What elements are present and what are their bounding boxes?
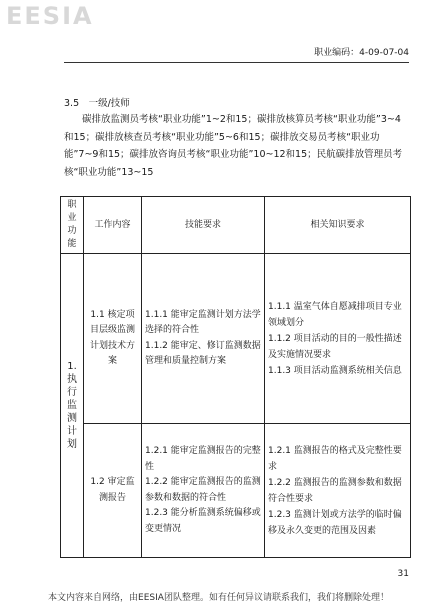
header-skill-requirements: 技能要求 <box>142 197 265 254</box>
knowledge-item: 1.2.1 监测报告的格式及完整性要求 <box>268 445 402 472</box>
knowledge-item: 1.2.3 监测计划或方法学的临时偏移及永久变更的范围及因素 <box>268 509 402 536</box>
skill-item: 1.2.1 能审定监测报告的完整性 <box>145 446 261 472</box>
header-divider <box>64 62 409 63</box>
section-heading: 3.5 一级/技师 <box>64 98 130 109</box>
skill-requirements-table <box>60 196 411 558</box>
skill-item: 1.1.1 能审定监测计划方法学选择的符合性 <box>145 309 261 335</box>
skills-cell <box>142 254 265 424</box>
skill-item: 1.2.2 能审定监测报告的监测参数和数据的符合性 <box>145 477 261 503</box>
knowledge-cell <box>265 424 411 558</box>
work-content-cell: 1.1 核定项目层级监测计划技术方案 <box>84 254 142 424</box>
skill-item: 1.2.3 能分析监测系统偏移或变更情况 <box>145 508 261 534</box>
knowledge-cell <box>265 254 411 424</box>
work-content-cell: 1.2 审定监测报告 <box>84 424 142 558</box>
table-header-row <box>61 197 411 254</box>
knowledge-item: 1.1.1 温室气体自愿减排项目专业领域划分 <box>268 301 402 328</box>
header-work-content: 工作内容 <box>84 197 142 254</box>
table-row <box>61 424 411 558</box>
section-intro: 碳排放监测员考核“职业功能”1~2和15；碳排放核算员考核“职业功能”3~4和15；碳排放核查员考核“职业功能”5~6和15；碳排放交易员考核“职业功能”7~9和15；碳排放咨询员考核“职业功能”10~12和15；民航碳排放管理员考核“职业功能”13~15 <box>64 114 403 178</box>
occupation-code: 职业编码：4-09-07-04 <box>314 48 409 58</box>
table-row <box>61 254 411 424</box>
header-function: 职业功能 <box>61 197 84 254</box>
header-knowledge-requirements: 相关知识要求 <box>265 197 411 254</box>
skills-cell <box>142 424 265 558</box>
knowledge-item: 1.1.2 项目活动的目的一般性描述及实施情况要求 <box>268 333 402 360</box>
function-cell: 1. 执行监测计划 <box>61 254 84 558</box>
knowledge-item: 1.1.3 项目活动监测系统相关信息 <box>268 365 402 376</box>
page-number: 31 <box>397 569 409 579</box>
knowledge-item: 1.2.2 监测报告的监测参数和数据符合性要求 <box>268 477 402 504</box>
eesia-logo: EESIA <box>6 2 94 30</box>
skill-item: 1.1.2 能审定、修订监测数据管理和质量控制方案 <box>145 340 261 366</box>
footer-notice: 本文内容来自网络，由EESIA团队整理。如有任何异议请联系我们，我们将删除处理！ <box>48 593 389 603</box>
